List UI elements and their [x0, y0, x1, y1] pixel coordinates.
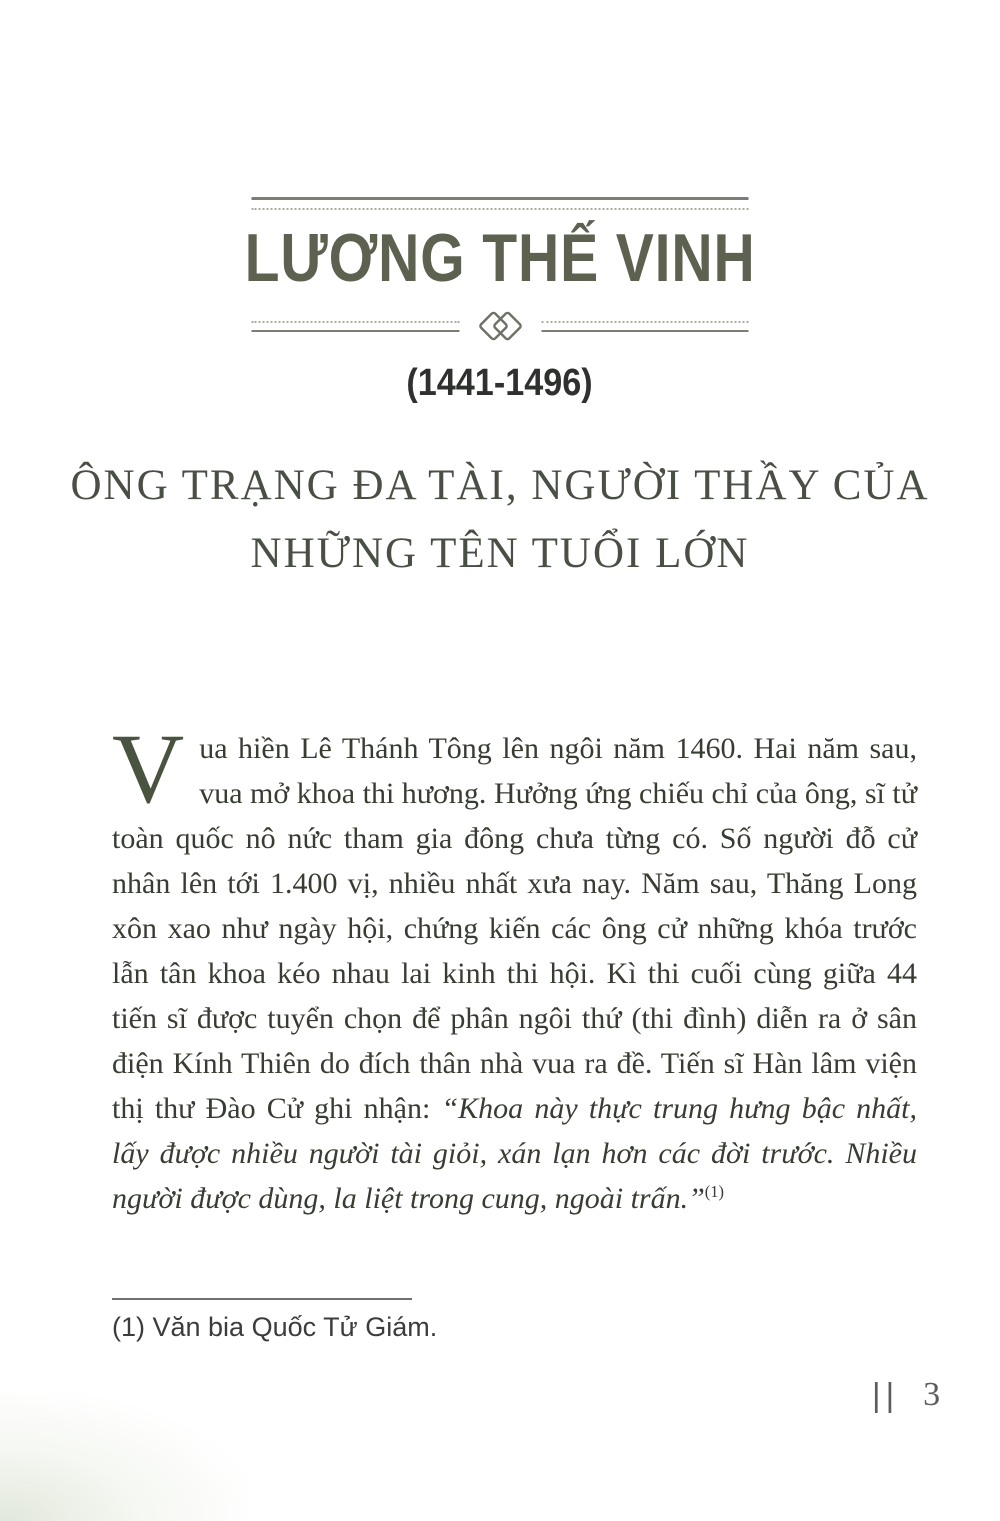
scan-shadow	[0, 1391, 250, 1521]
page-title-text: LƯƠNG THẾ VINH	[244, 220, 756, 296]
footnote-divider	[112, 1298, 412, 1300]
title-separator	[252, 306, 749, 346]
body-paragraph	[112, 713, 918, 1221]
rule-solid-line	[252, 197, 749, 200]
page-title	[0, 220, 1000, 296]
separator-right-segment	[541, 321, 749, 332]
life-years: (1441-1496)	[406, 362, 594, 404]
footnote-reference: (1)	[704, 1182, 725, 1201]
footnote-text: (1) Văn bia Quốc Tử Giám.	[112, 1312, 438, 1342]
separator-left-segment	[252, 321, 460, 332]
page-number: 3	[923, 1376, 941, 1413]
paragraph-quote-italic: “Khoa này thực trung hưng bậc nhất, lấy được nhiều người tài giỏi, xán lạn hơn các đời trước. Nhiều người được dùng, la liệt trong cung, ngoài trấn.”	[112, 1092, 918, 1215]
page-footer	[872, 1376, 940, 1414]
subtitle-line-1: ÔNG TRẠNG ĐA TÀI, NGƯỜI THẦY CỦA	[70, 462, 930, 509]
footer-bars-mark: ||	[872, 1376, 900, 1413]
paragraph-regular-text: ua hiền Lê Thánh Tông lên ngôi năm 1460. Hai năm sau, vua mở khoa thi hương. Hưởng ứng chiếu chỉ của ông, sĩ tử toàn quốc nô nức tham gia đông chưa từng có. Số người đỗ cử nhân lên tới 1.400 vị, nhiều nhất xưa nay. Năm sau, Thăng Long xôn xao như ngày hội, chứng kiến các ông cử những khóa trước lẫn tân khoa kéo nhau lai kinh thi hội. Kì thi cuối cùng giữa 44 tiến sĩ được tuyển chọn để phân ngôi thứ (thi đình) diễn ra ở sân điện Kính Thiên do đích thân nhà vua ra đề. Tiến sĩ Hàn lâm viện thị thư Đào Cử ghi nhận:	[112, 732, 917, 1125]
double-diamond-ornament-icon	[471, 306, 529, 346]
rule-dotted-line	[252, 208, 749, 210]
chapter-subtitle	[0, 452, 1000, 588]
subtitle-line-2: NHỮNG TÊN TUỔI LỚN	[250, 530, 750, 577]
drop-cap: V	[112, 713, 185, 824]
header-top-rule	[252, 197, 749, 210]
